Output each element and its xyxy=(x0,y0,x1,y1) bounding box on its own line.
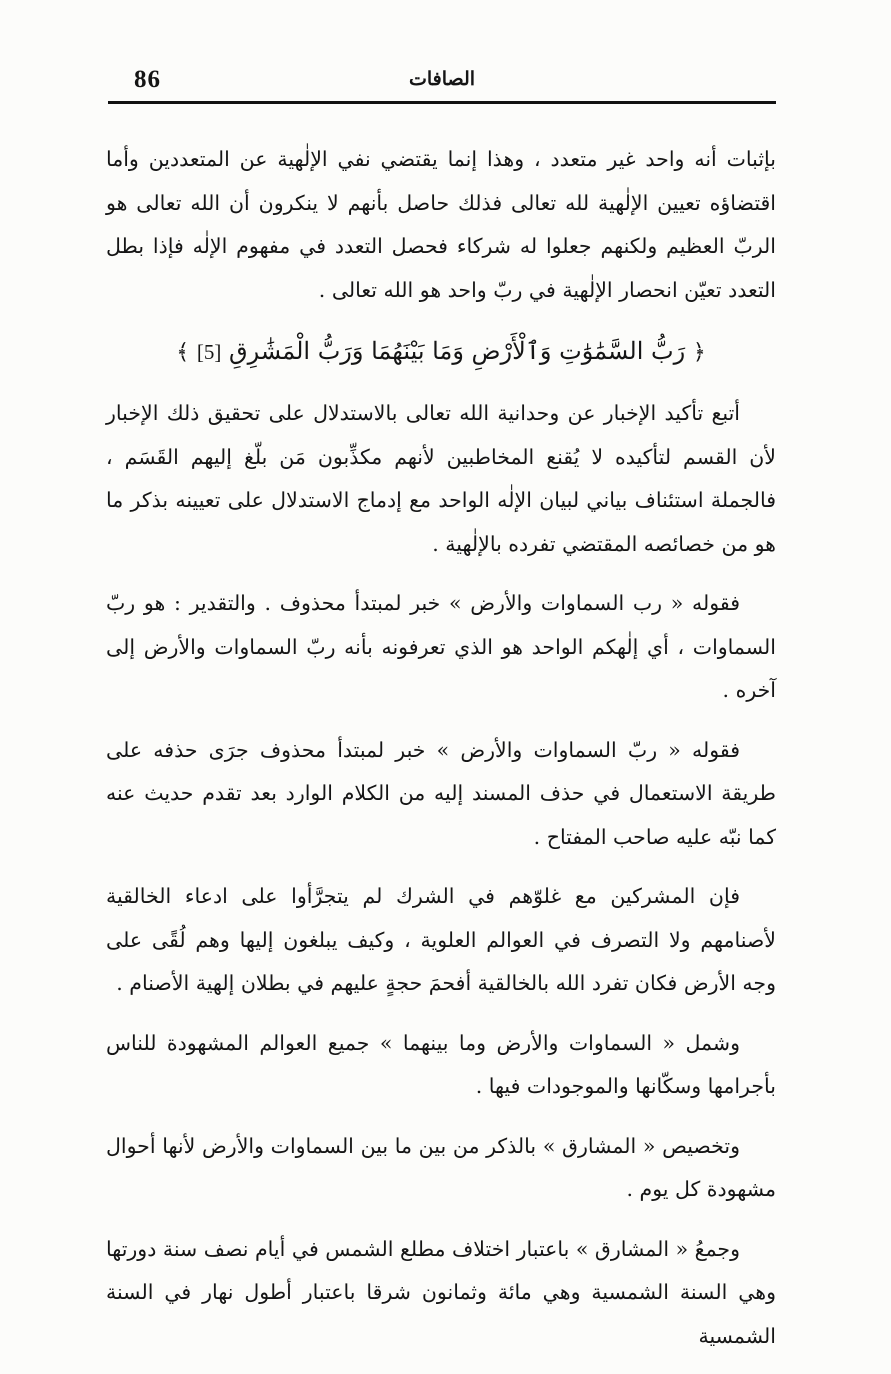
paragraph-6: وشمل « السماوات والأرض وما بينهما » جميع العوالم المشهودة للناس بأجرامها وسكّانها والموجودات فيها . xyxy=(106,1030,776,1098)
page-body xyxy=(106,138,776,1374)
verse-open-bracket: ﴿ xyxy=(692,340,706,365)
verse-close-bracket: ﴾ xyxy=(176,340,190,365)
paragraph-7: وتخصيص « المشارق » بالذكر من بين ما بين السماوات والأرض لأنها أحوال مشهودة كل يوم . xyxy=(106,1133,776,1201)
verse-number: [5] xyxy=(196,340,222,364)
verse-text: رَبُّ السَّمَٰوَٰتِ وَٱلْأَرْضِ وَمَا بَيْنَهُمَا وَرَبُّ الْمَشَٰرِقِ xyxy=(228,337,686,365)
paragraph-8: وجمعُ « المشارق » باعتبار اختلاف مطلع الشمس في أيام نصف سنة دورتها وهي السنة الشمسية وهي مائة وثمانون شرقا باعتبار أطول نهار في السنة الشمسية xyxy=(106,1236,776,1348)
header-rule xyxy=(108,101,776,104)
paragraph-3: فقوله « رب السماوات والأرض » خبر لمبتدأ محذوف . والتقدير : هو ربّ السماوات ، أي إلٰهكم الواحد هو الذي تعرفونه بأنه ربّ السماوات والأرض إلى آخره . xyxy=(106,591,776,702)
paragraph-1: بإثبات أنه واحد غير متعدد ، وهذا إنما يقتضي نفي الإلٰهية عن المتعددين وأما اقتضاؤه تعيين الإلٰهية لله تعالى فذلك حاصل بأنهم لا ينكرون أن الله تعالى هو الربّ العظيم ولكنهم جعلوا له شركاء فحصل التعدد في مفهوم الإلٰه فإذا بطل التعدد تعيّن انحصار الإلٰهية في ربّ واحد هو الله تعالى . xyxy=(106,147,776,302)
page-number: 86 xyxy=(134,66,161,93)
quran-verse xyxy=(106,328,776,376)
paragraph-4: فقوله « ربّ السماوات والأرض » خبر لمبتدأ محذوف جرَى حذفه على طريقة الاستعمال في حذف المسند إليه من الكلام الوارد بعد تقدم حديث عنه كما نبّه عليه صاحب المفتاح . xyxy=(106,737,776,849)
running-title: الصافات xyxy=(408,68,476,90)
paragraph-5: فإن المشركين مع غلوّهم في الشرك لم يتجرَّأوا على ادعاء الخالقية لأصنامهم ولا التصرف في العوالم العلوية ، وكيف يبلغون إليها وهم لُقًى على وجه الأرض فكان تفرد الله بالخالقية أفحمَ حجةٍ عليهم في بطلان إلهية الأصنام . xyxy=(106,884,776,995)
paragraph-2: أتبع تأكيد الإخبار عن وحدانية الله تعالى بالاستدلال على تحقيق ذلك الإخبار لأن القسم لتأكيده لا يُقنع المخاطبين لأنهم مكذِّبون مَن بلّغ إليهم القَسَم ، فالجملة استئناف بياني لبيان الإلٰه الواحد مع إدماج الاستدلال على تعيينه بذكر ما هو من خصائصه المقتضي تفرده بالإلٰهية . xyxy=(106,401,776,556)
page-header xyxy=(108,64,776,98)
